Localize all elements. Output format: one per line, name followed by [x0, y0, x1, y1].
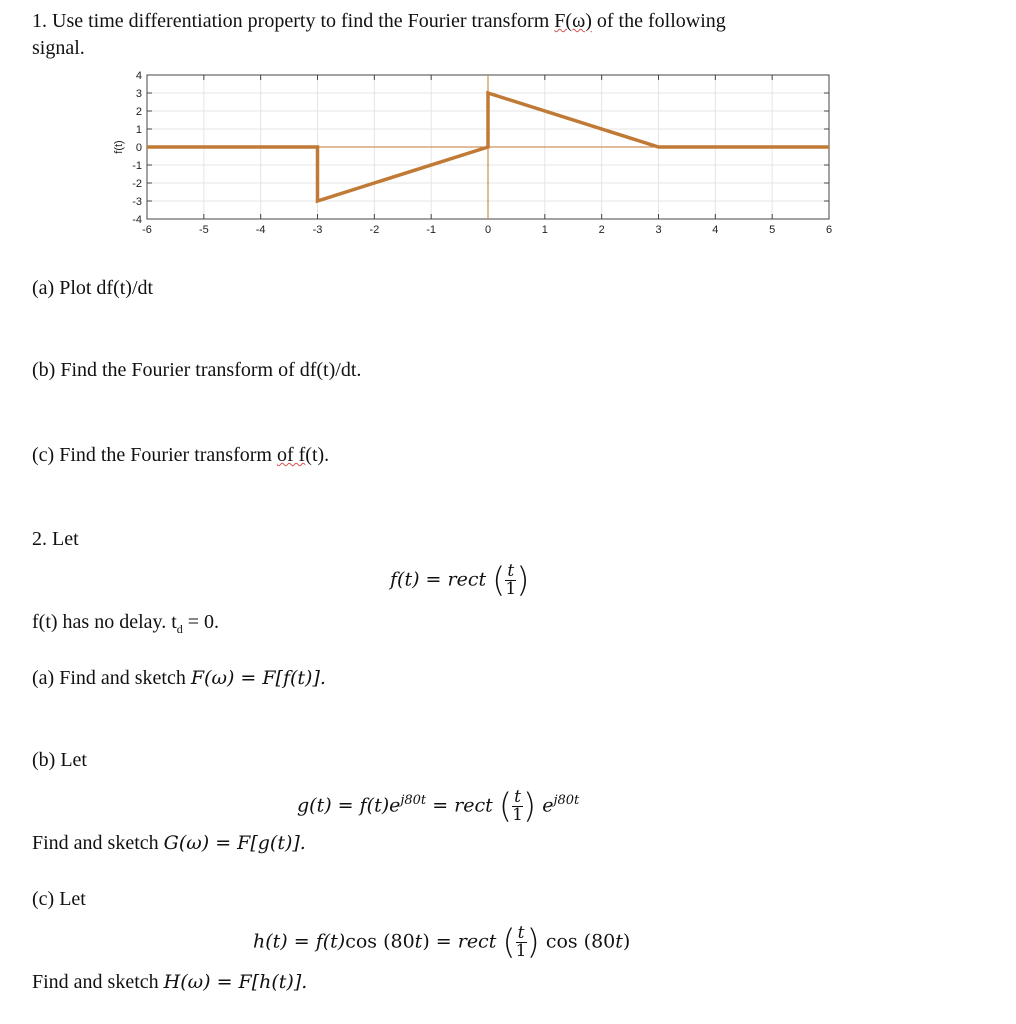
x-tick-label: -3: [312, 224, 323, 236]
part-1c-spell: of f: [276, 444, 306, 466]
frac-den: 1: [515, 941, 527, 961]
frac-num: t: [517, 923, 525, 943]
y-axis-label: f(t): [113, 140, 125, 154]
x-tick-label: 2: [598, 224, 605, 236]
y-tick-label: 0: [135, 142, 142, 154]
x-tick-label: -2: [369, 224, 380, 236]
part-1c-text: (c) Find the Fourier transform: [32, 444, 277, 466]
part-2c-math: H(ω) = F[h(t)].: [163, 971, 308, 993]
x-tick-label: -1: [426, 224, 437, 236]
eq-h-cos: cos (80: [345, 930, 415, 953]
no-delay-text: [32, 610, 219, 641]
eq-h-close: ): [422, 930, 430, 953]
part-2c-text: Find and sketch: [32, 971, 164, 993]
title-text-end: of the following: [591, 10, 726, 32]
frac-den: 1: [505, 579, 517, 599]
frac-den: 1: [512, 804, 523, 825]
x-tick-label: 0: [484, 224, 492, 236]
part-2a: [32, 666, 326, 690]
part-1c: [32, 443, 329, 467]
eq-g-lhs: g(t) = f(t)e: [297, 794, 401, 817]
x-tick-label: 5: [769, 224, 776, 236]
x-tick-label: -4: [255, 224, 266, 236]
sub-d: d: [176, 622, 183, 636]
x-tick-label: -6: [142, 224, 152, 236]
y-tick-label: -4: [132, 214, 142, 226]
equation-h: h(t) = f(t)cos (80t) = rect ( $\frac{t}{1}$ ) cos (80t): [253, 922, 631, 963]
x-tick-label: 3: [655, 224, 662, 236]
x-tick-label: 6: [825, 224, 833, 236]
x-tick-label: 1: [541, 224, 548, 236]
no-delay-end: = 0.: [182, 611, 220, 633]
y-tick-label: 3: [135, 88, 142, 100]
y-tick-label: -2: [132, 178, 142, 190]
part-2b-find: [32, 831, 306, 855]
y-tick-label: 2: [135, 106, 142, 118]
part-2c-let: (c) Let: [32, 888, 86, 910]
title-text: 1. Use time differentiation property to find the Fourier transform: [32, 10, 555, 32]
eq-g-mid: = rect: [426, 794, 493, 817]
title-transform: F(ω): [554, 10, 592, 32]
eq-h-cos2: cos (80: [545, 930, 616, 953]
part-2c-find: [32, 970, 307, 994]
eq-h-t: t: [414, 930, 423, 953]
part-2a-text: (a) Find and sketch: [32, 667, 191, 689]
eq-h-mid: = rect: [429, 930, 497, 953]
x-tick-label: -5: [198, 224, 209, 236]
eq-g-exp: j80t: [400, 793, 427, 808]
equation-g: $g(t) = f(t)e^{j80t}$ = rect ( $\frac{t}{1}$ ) $e^{j80t}$: [297, 786, 580, 827]
part-2b-text: Find and sketch: [32, 832, 164, 854]
question-2-let: 2. Let: [32, 528, 79, 550]
eq-h-close2: ): [622, 930, 631, 953]
part-2b-math: G(ω) = F[g(t)].: [163, 832, 306, 854]
eq-g-e: e: [542, 794, 554, 817]
part-2b-let: (b) Let: [32, 749, 87, 771]
frac-num: t: [507, 561, 515, 581]
part-1a: (a) Plot df(t)/dt: [32, 277, 154, 299]
y-tick-label: 1: [135, 124, 142, 136]
eq-g-exp2: j80t: [553, 793, 580, 808]
y-tick-label: -3: [132, 196, 142, 208]
part-1c-end: (t).: [305, 444, 330, 466]
frac-num: t: [514, 786, 521, 807]
y-tick-label: -1: [132, 160, 142, 172]
no-delay: f(t) has no delay. t: [32, 611, 177, 633]
question-1-title-line2: signal.: [32, 37, 85, 59]
equation-f: f(t) = rect ( $\frac{t}{1}$ ): [390, 560, 530, 601]
signal-plot: [100, 62, 840, 252]
part-2a-math: F(ω) = F[f(t)].: [190, 667, 326, 689]
eq-f-lhs: f(t) = rect: [390, 568, 487, 591]
part-1b: (b) Find the Fourier transform of df(t)/dt.: [32, 359, 362, 381]
eq-h-t2: t: [615, 930, 623, 953]
y-tick-label: 4: [135, 70, 142, 82]
x-tick-label: 4: [712, 224, 719, 236]
fraction: [505, 563, 516, 598]
eq-h-lhs: h(t) = f(t): [253, 930, 346, 953]
question-1-title: [32, 9, 726, 33]
